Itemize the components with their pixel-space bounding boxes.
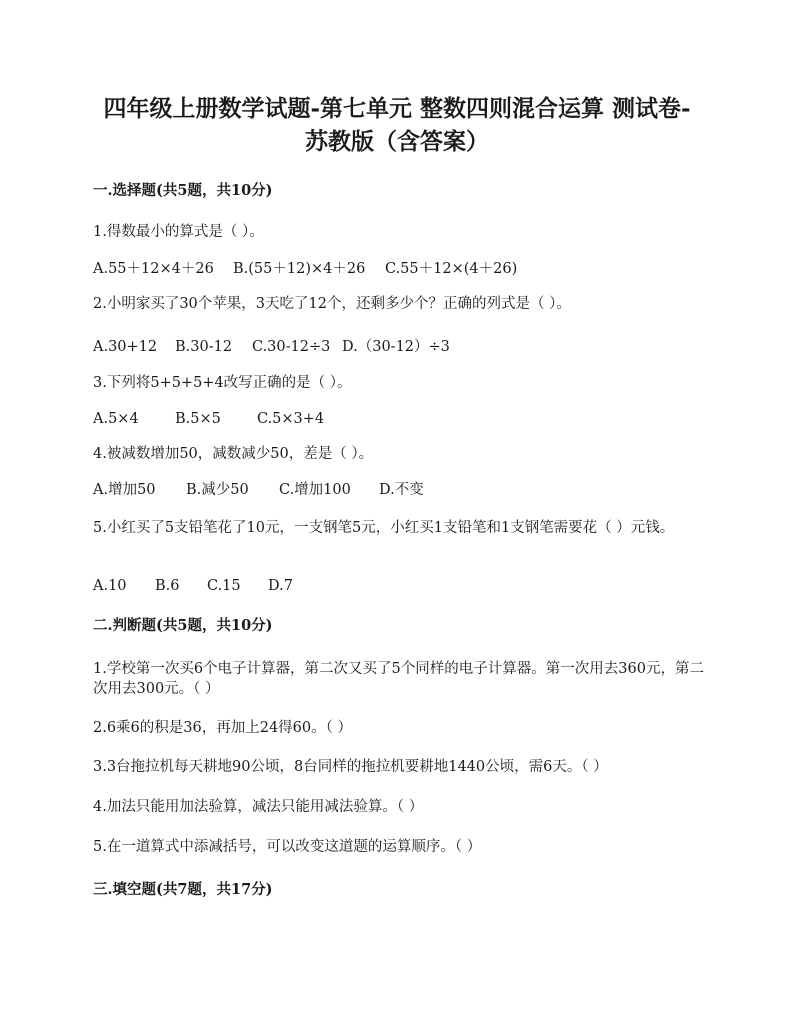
section-heading-judgement: 二.判断题(共5题，共10分): [93, 617, 273, 634]
option-a: A.55＋12×4＋26: [93, 261, 214, 277]
option-b: B.减少50: [186, 482, 249, 498]
option-a: A.增加50: [93, 482, 156, 498]
question-options: [93, 480, 424, 500]
option-b: B.5×5: [175, 411, 221, 427]
question-stem: 4.被减数增加50，减数减少50，差是（ ）。: [93, 446, 374, 462]
question-options: [93, 259, 517, 279]
option-c: C.55＋12×(4＋26): [385, 261, 518, 277]
option-a: A.10: [93, 578, 127, 594]
option-d: D.7: [268, 578, 293, 594]
question-options: [93, 337, 450, 357]
question-stem: 3.3台拖拉机每天耕地90公顷，8台同样的拖拉机要耕地1440公顷，需6天。（ ）: [93, 759, 608, 775]
option-a: A.30+12: [93, 339, 158, 355]
option-c: C.15: [207, 578, 241, 594]
question-stem: 5.小红买了5支铅笔花了10元，一支钢笔5元，小红买1支铅笔和1支钢笔需要花（ ）元钱。: [93, 520, 675, 536]
question-stem: 2.6乘6的积是36，再加上24得60。（ ）: [93, 720, 352, 736]
section-heading-choice: 一.选择题(共5题，共10分): [93, 182, 273, 199]
document-title: [60, 92, 734, 158]
option-c: C.增加100: [279, 482, 351, 498]
question-stem: 5.在一道算式中添减括号，可以改变这道题的运算顺序。（ ）: [93, 839, 482, 855]
option-d: D.（30-12）÷3: [342, 339, 450, 355]
question-options: [93, 409, 324, 429]
question-stem: 1.学校第一次买6个电子计算器，第二次又买了5个同样的电子计算器。第一次用去360元，第二次用去300元。（ ）: [93, 661, 704, 697]
question-stem: 1.得数最小的算式是（ ）。: [93, 224, 264, 240]
option-b: B.6: [155, 578, 180, 594]
section-heading-fill-in: 三.填空题(共7题，共17分): [93, 881, 273, 898]
question-stem: 3.下列将5+5+5+4改写正确的是（ ）。: [93, 375, 352, 391]
option-b: B.30-12: [175, 339, 233, 355]
option-d: D.不变: [379, 482, 424, 498]
title-line-1: 四年级上册数学试题-第七单元 整数四则混合运算 测试卷-: [103, 95, 691, 122]
option-b: B.(55＋12)×4＋26: [233, 261, 366, 277]
title-line-2: 苏教版（含答案）: [305, 128, 489, 155]
option-c: C.5×3+4: [257, 411, 325, 427]
option-c: C.30-12÷3: [252, 339, 331, 355]
question-stem: 2.小明家买了30个苹果，3天吃了12个，还剩多少个？正确的列式是（ ）。: [93, 296, 571, 312]
question-options: [93, 576, 293, 596]
option-a: A.5×4: [93, 411, 139, 427]
question-stem: 4.加法只能用加法验算，减法只能用减法验算。（ ）: [93, 799, 424, 815]
